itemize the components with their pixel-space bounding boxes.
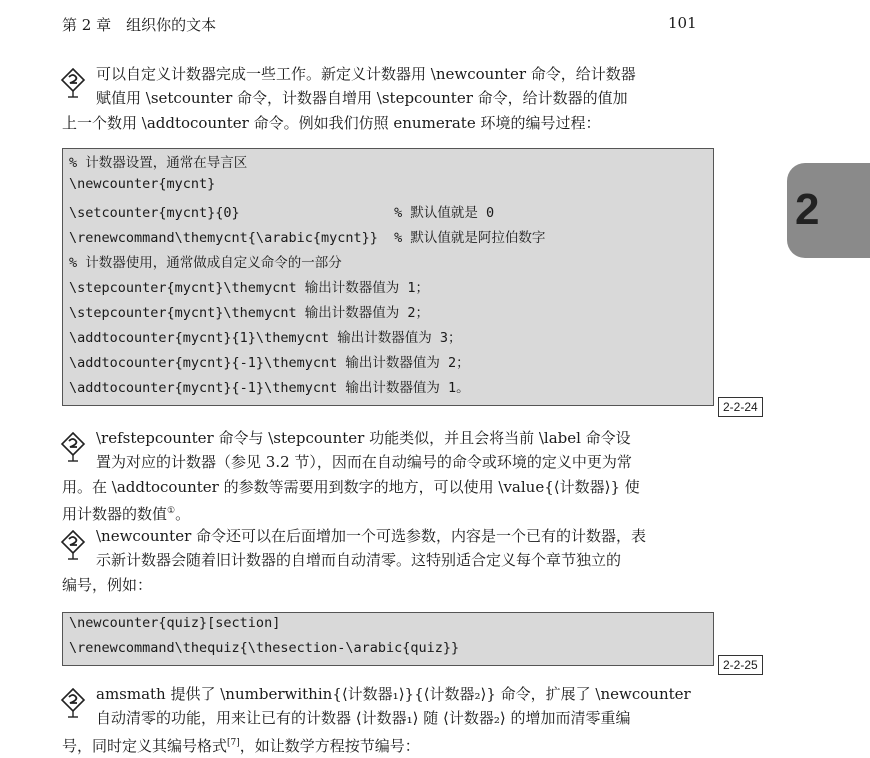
- code-line: \renewcommand\thequiz{\thesection-\arabic{quiz}}: [69, 640, 460, 656]
- paragraph-3-line-3: 编号，例如：: [62, 576, 153, 594]
- paragraph-2-line-3: 用。在 \addtocounter 的参数等需要用到数字的地方，可以使用 \value{⟨计数器⟩} 使: [62, 478, 640, 496]
- code-line: \renewcommand\themycnt{\arabic{mycnt}} % 默认值就是阿拉伯数字: [69, 230, 546, 246]
- code-line: % 计数器设置，通常在导言区: [69, 155, 248, 171]
- code-line: \addtocounter{mycnt}{-1}\themycnt 输出计数器值为 2；: [69, 355, 470, 371]
- paragraph-1-line-1: 可以自定义计数器完成一些工作。新定义计数器用 \newcounter 命令，给计数器: [96, 65, 636, 83]
- code-block-counter-example: [62, 148, 714, 406]
- code-line: \setcounter{mycnt}{0} % 默认值就是 0: [69, 205, 495, 221]
- paragraph-4-line-3: [62, 731, 420, 758]
- footnote-marker[interactable]: ①: [167, 506, 176, 516]
- example-label: 2-2-24: [718, 397, 763, 417]
- warning-sign-icon: [60, 530, 86, 560]
- paragraph-2-end: 。: [175, 505, 191, 523]
- code-line: \newcounter{quiz}[section]: [69, 615, 281, 631]
- citation-marker[interactable]: [7]: [227, 738, 240, 748]
- paragraph-1-line-3: 上一个数用 \addtocounter 命令。例如我们仿照 enumerate 环境的编号过程：: [62, 114, 601, 132]
- chapter-thumb-tab: [787, 163, 870, 258]
- code-line: \addtocounter{mycnt}{-1}\themycnt 输出计数器值为 1。: [69, 380, 470, 396]
- paragraph-2-line-1: \refstepcounter 命令与 \stepcounter 功能类似，并且会将当前 \label 命令设: [96, 429, 631, 447]
- paragraph-3-line-1: \newcounter 命令还可以在后面增加一个可选参数，内容是一个已有的计数器，表: [96, 527, 647, 545]
- code-line: \addtocounter{mycnt}{1}\themycnt 输出计数器值为 3；: [69, 330, 462, 346]
- code-line: \stepcounter{mycnt}\themycnt 输出计数器值为 2；: [69, 305, 429, 321]
- paragraph-3-line-2: 示新计数器会随着旧计数器的自增而自动清零。这特别适合定义每个章节独立的: [96, 551, 622, 569]
- paragraph-4-line-2: 自动清零的功能，用来让已有的计数器 ⟨计数器₁⟩ 随 ⟨计数器₂⟩ 的增加而清零重编: [96, 709, 631, 727]
- code-line: \newcounter{mycnt}: [69, 176, 216, 192]
- warning-sign-icon: [60, 68, 86, 98]
- chapter-tab-number: 2: [795, 185, 820, 234]
- example-label: 2-2-25: [718, 655, 763, 675]
- paragraph-1-line-2: 赋值用 \setcounter 命令，计数器自增用 \stepcounter 命令，给计数器的值加: [96, 89, 628, 107]
- warning-sign-icon: [60, 688, 86, 718]
- warning-sign-icon: [60, 432, 86, 462]
- page-number: 101: [668, 14, 697, 32]
- paragraph-2-line-2: 置为对应的计数器（参见 3.2 节），因而在自动编号的命令或环境的定义中更为常: [96, 453, 632, 471]
- running-header: 第 2 章 组织你的文本: [62, 16, 217, 34]
- code-line: % 计数器使用，通常做成自定义命令的一部分: [69, 255, 342, 271]
- paragraph-2-line-4: [62, 499, 190, 526]
- paragraph-4-text: 号，同时定义其编号格式: [62, 737, 228, 755]
- paragraph-4-end: ，如让数学方程按节编号：: [239, 737, 420, 755]
- paragraph-4-line-1: amsmath 提供了 \numberwithin{⟨计数器₁⟩}{⟨计数器₂⟩} 命令，扩展了 \newcounter: [96, 685, 691, 703]
- code-line: \stepcounter{mycnt}\themycnt 输出计数器值为 1；: [69, 280, 429, 296]
- code-block-quiz-example: [62, 612, 714, 666]
- paragraph-2-text: 用计数器的数值: [62, 505, 168, 523]
